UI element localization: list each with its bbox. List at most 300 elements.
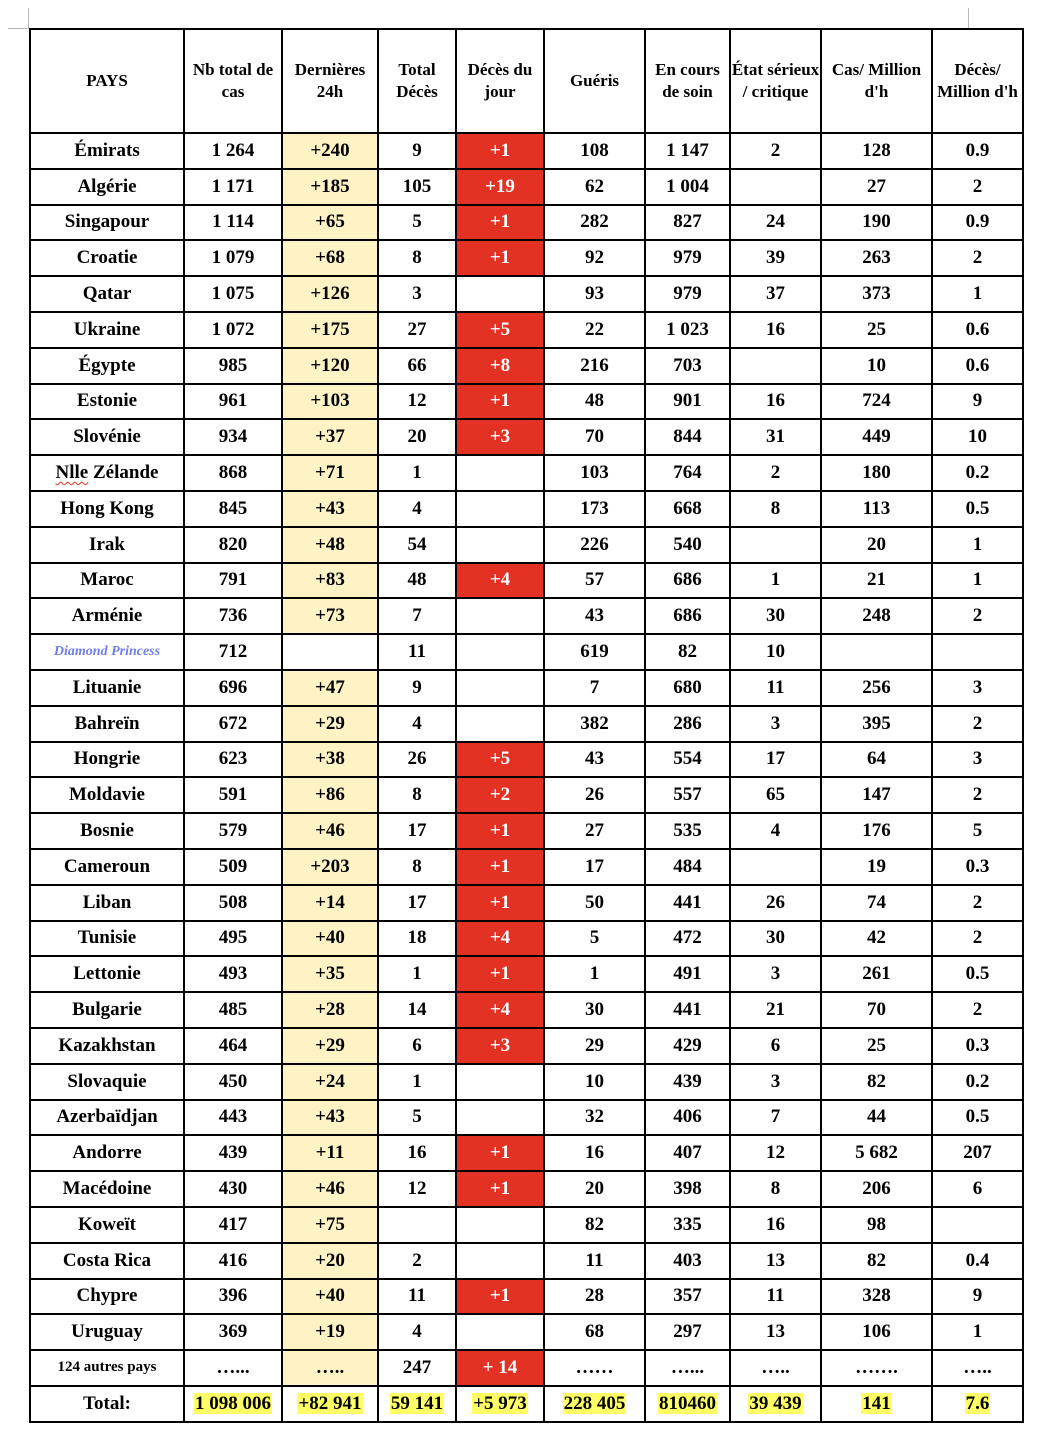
deaths-per-million-cell: 2 [932,240,1023,276]
deaths-per-million-cell: 9 [932,384,1023,420]
cases-per-million-cell: 263 [821,240,932,276]
country-cell: Costa Rica [30,1243,184,1279]
total-cases-cell: 417 [184,1207,282,1243]
total-cases-cell: 712 [184,634,282,670]
last-24h-cell: +71 [282,455,378,491]
total-deaths-cell: 17 [378,813,456,849]
last-24h-cell: +20 [282,1243,378,1279]
deaths-today-cell [456,1314,544,1350]
last-24h-cell: +47 [282,670,378,706]
total-deaths-cell: 4 [378,491,456,527]
total-cases-cell: 1 171 [184,169,282,205]
critical-cell: 17 [730,742,821,778]
last-24h-cell: +65 [282,205,378,241]
last-24h-cell: +203 [282,849,378,885]
cases-per-million-cell: 10 [821,348,932,384]
cases-per-million-cell: 98 [821,1207,932,1243]
total-deaths-cell: 8 [378,240,456,276]
active-cell: 979 [645,276,730,312]
total-deaths-cell: 20 [378,419,456,455]
total-cases-cell: 1 114 [184,205,282,241]
country-cell: Lituanie [30,670,184,706]
deaths-per-million-cell: 2 [932,885,1023,921]
cases-per-million-cell: 190 [821,205,932,241]
table-row [30,1171,1023,1207]
country-cell: Qatar [30,276,184,312]
total-cases-cell: 934 [184,419,282,455]
total-deaths-per-million-cell [932,1386,1023,1422]
table-row [30,1100,1023,1136]
total-deaths-cell: 4 [378,706,456,742]
total-deaths-cell: 2 [378,1243,456,1279]
total-cases-cell: 430 [184,1171,282,1207]
crop-mark-right-v [968,8,969,28]
total-total-cases-cell [184,1386,282,1422]
last-24h-cell: +73 [282,598,378,634]
recovered-cell: 216 [544,348,645,384]
deaths-per-million-cell: 0.2 [932,1064,1023,1100]
critical-cell: 13 [730,1314,821,1350]
last-24h-cell: ….. [282,1350,378,1386]
table-row [30,1279,1023,1315]
deaths-per-million-cell: 3 [932,670,1023,706]
total-value-highlight: 59 141 [390,1392,444,1414]
recovered-cell: 62 [544,169,645,205]
recovered-cell: 7 [544,670,645,706]
total-recovered-cell [544,1386,645,1422]
active-cell: 554 [645,742,730,778]
table-row [30,491,1023,527]
deaths-today-cell [456,634,544,670]
last-24h-cell: +43 [282,1100,378,1136]
active-cell: 901 [645,384,730,420]
last-24h-cell: +68 [282,240,378,276]
deaths-today-cell: +1 [456,240,544,276]
last-24h-cell: +28 [282,992,378,1028]
total-cases-cell: 820 [184,527,282,563]
critical-cell: 30 [730,921,821,957]
total-value-highlight: +82 941 [298,1392,362,1414]
cases-per-million-cell: 113 [821,491,932,527]
table-row [30,1135,1023,1171]
total-deaths-cell: 6 [378,1028,456,1064]
total-value-highlight: +5 973 [473,1392,527,1414]
deaths-today-cell [456,276,544,312]
deaths-today-cell: +4 [456,563,544,599]
active-cell: 82 [645,634,730,670]
deaths-today-cell: +1 [456,813,544,849]
recovered-cell: 32 [544,1100,645,1136]
deaths-per-million-cell: 0.5 [932,1100,1023,1136]
cases-per-million-cell: 724 [821,384,932,420]
total-deaths-today-cell [456,1386,544,1422]
total-deaths-cell: 4 [378,1314,456,1350]
total-value-highlight: 228 405 [563,1392,626,1414]
country-cell: Slovaquie [30,1064,184,1100]
deaths-per-million-cell: 2 [932,992,1023,1028]
deaths-today-cell: +1 [456,849,544,885]
country-cell: Hong Kong [30,491,184,527]
total-deaths-cell: 7 [378,598,456,634]
table-row [30,885,1023,921]
active-cell: 535 [645,813,730,849]
total-cases-cell: 736 [184,598,282,634]
active-cell: 827 [645,205,730,241]
deaths-today-cell: +1 [456,1171,544,1207]
deaths-today-cell: +1 [456,1135,544,1171]
country-cell: Bosnie [30,813,184,849]
table-row [30,169,1023,205]
deaths-per-million-cell: 0.4 [932,1243,1023,1279]
active-cell: 680 [645,670,730,706]
recovered-cell: 48 [544,384,645,420]
cases-per-million-cell: 147 [821,777,932,813]
critical-cell: 31 [730,419,821,455]
recovered-cell: 82 [544,1207,645,1243]
total-deaths-cell: 48 [378,563,456,599]
recovered-cell: 108 [544,133,645,169]
last-24h-cell: +35 [282,956,378,992]
critical-cell: 12 [730,1135,821,1171]
table-row [30,1314,1023,1350]
table-row [30,563,1023,599]
total-deaths-cell: 11 [378,1279,456,1315]
active-cell: 441 [645,885,730,921]
last-24h-cell: +29 [282,1028,378,1064]
table-row [30,312,1023,348]
deaths-today-cell: +19 [456,169,544,205]
total-value-highlight: 7.6 [965,1392,990,1414]
total-cases-cell: 696 [184,670,282,706]
critical-cell: 1 [730,563,821,599]
deaths-per-million-cell [932,634,1023,670]
deaths-per-million-cell: 1 [932,563,1023,599]
crop-mark-left-v [28,8,29,28]
total-deaths-cell: 11 [378,634,456,670]
total-cases-cell: 672 [184,706,282,742]
total-deaths-cell: 18 [378,921,456,957]
total-value-highlight: 810460 [659,1392,716,1414]
country-cell: Cameroun [30,849,184,885]
recovered-cell: 282 [544,205,645,241]
country-cell: Andorre [30,1135,184,1171]
header-critical: État sérieux / critique [730,29,821,133]
country-cell: Irak [30,527,184,563]
header-pays: PAYS [30,29,184,133]
active-cell: 1 023 [645,312,730,348]
deaths-today-cell: + 14 [456,1350,544,1386]
table-row [30,813,1023,849]
critical-cell: 8 [730,491,821,527]
country-cell: 124 autres pays [30,1350,184,1386]
last-24h-cell: +86 [282,777,378,813]
last-24h-cell: +103 [282,384,378,420]
table-row [30,527,1023,563]
cases-per-million-cell: 449 [821,419,932,455]
country-cell: Uruguay [30,1314,184,1350]
country-cell: Kazakhstan [30,1028,184,1064]
country-cell: Chypre [30,1279,184,1315]
table-row [30,992,1023,1028]
country-cell: Estonie [30,384,184,420]
total-cases-cell: 791 [184,563,282,599]
critical-cell: 2 [730,133,821,169]
last-24h-cell: +14 [282,885,378,921]
total-cases-cell: 1 075 [184,276,282,312]
deaths-today-cell [456,1100,544,1136]
total-value-highlight: 141 [862,1392,891,1414]
critical-cell: 21 [730,992,821,1028]
cases-per-million-cell: 373 [821,276,932,312]
country-cell: Koweït [30,1207,184,1243]
table-row [30,777,1023,813]
critical-cell: 16 [730,384,821,420]
total-deaths-cell: 247 [378,1350,456,1386]
critical-cell: 11 [730,1279,821,1315]
deaths-today-cell: +3 [456,419,544,455]
critical-cell: 37 [730,276,821,312]
last-24h-cell: +75 [282,1207,378,1243]
recovered-cell: 70 [544,419,645,455]
critical-cell: 11 [730,670,821,706]
active-cell: 441 [645,992,730,1028]
deaths-today-cell: +3 [456,1028,544,1064]
total-cases-cell: 495 [184,921,282,957]
country-cell: Moldavie [30,777,184,813]
deaths-today-cell: +1 [456,384,544,420]
table-body [30,133,1023,1386]
last-24h-cell: +37 [282,419,378,455]
total-deaths-cell: 105 [378,169,456,205]
deaths-today-cell [456,670,544,706]
active-cell: 403 [645,1243,730,1279]
critical-cell: 6 [730,1028,821,1064]
active-cell: 398 [645,1171,730,1207]
critical-cell: 4 [730,813,821,849]
last-24h-cell: +240 [282,133,378,169]
deaths-per-million-cell: 2 [932,777,1023,813]
total-value-highlight: 39 439 [749,1392,802,1414]
total-deaths-cell: 1 [378,956,456,992]
last-24h-cell: +11 [282,1135,378,1171]
header-deaths-per-million: Décès/ Million d'h [932,29,1023,133]
total-deaths-cell: 8 [378,777,456,813]
total-label: Total: [30,1386,184,1422]
active-cell: 668 [645,491,730,527]
country-cell: Macédoine [30,1171,184,1207]
critical-cell: 26 [730,885,821,921]
active-cell: 1 004 [645,169,730,205]
country-cell: Bulgarie [30,992,184,1028]
cases-per-million-cell [821,634,932,670]
header-last-24h: Dernières 24h [282,29,378,133]
total-critical-cell [730,1386,821,1422]
header-total-deaths: Total Décès [378,29,456,133]
deaths-per-million-cell: 5 [932,813,1023,849]
header-active: En cours de soin [645,29,730,133]
active-cell: 439 [645,1064,730,1100]
active-cell: 357 [645,1279,730,1315]
total-deaths-cell [378,1207,456,1243]
critical-cell: 65 [730,777,821,813]
total-cases-cell: 464 [184,1028,282,1064]
total-deaths-cell: 9 [378,670,456,706]
critical-cell: 3 [730,956,821,992]
table-row [30,670,1023,706]
total-active-cell [645,1386,730,1422]
critical-cell: 13 [730,1243,821,1279]
table-row [30,1243,1023,1279]
last-24h-cell: +43 [282,491,378,527]
deaths-today-cell [456,527,544,563]
deaths-per-million-cell: 10 [932,419,1023,455]
active-cell: 844 [645,419,730,455]
active-cell: 686 [645,598,730,634]
deaths-today-cell: +5 [456,742,544,778]
active-cell: 979 [645,240,730,276]
last-24h-cell: +29 [282,706,378,742]
deaths-per-million-cell: 2 [932,598,1023,634]
deaths-today-cell: +1 [456,205,544,241]
cases-per-million-cell: 42 [821,921,932,957]
deaths-today-cell [456,1207,544,1243]
last-24h-cell: +48 [282,527,378,563]
table-row [30,849,1023,885]
country-cell: Lettonie [30,956,184,992]
critical-cell: 3 [730,1064,821,1100]
active-cell: 429 [645,1028,730,1064]
table-row [30,742,1023,778]
total-deaths-cell: 26 [378,742,456,778]
deaths-today-cell [456,455,544,491]
country-cell: Hongrie [30,742,184,778]
total-cases-cell: 443 [184,1100,282,1136]
last-24h-cell: +175 [282,312,378,348]
active-cell: 472 [645,921,730,957]
cases-per-million-cell: 82 [821,1243,932,1279]
cases-per-million-cell: 25 [821,312,932,348]
country-cell: Maroc [30,563,184,599]
total-deaths-cell: 5 [378,205,456,241]
critical-cell: 8 [730,1171,821,1207]
cases-per-million-cell: 128 [821,133,932,169]
deaths-today-cell: +8 [456,348,544,384]
active-cell: 484 [645,849,730,885]
total-cases-cell: 868 [184,455,282,491]
total-deaths-cell: 12 [378,384,456,420]
recovered-cell: 103 [544,455,645,491]
deaths-per-million-cell: 0.9 [932,205,1023,241]
last-24h-cell: +40 [282,921,378,957]
total-last-24h-cell [282,1386,378,1422]
country-cell: Liban [30,885,184,921]
table-row [30,1350,1023,1386]
total-deaths-cell: 8 [378,849,456,885]
country-cell: Algérie [30,169,184,205]
deaths-today-cell: +1 [456,1279,544,1315]
country-cell: Arménie [30,598,184,634]
recovered-cell: 43 [544,742,645,778]
active-cell: 540 [645,527,730,563]
total-cases-cell: 369 [184,1314,282,1350]
cases-per-million-cell: ……. [821,1350,932,1386]
recovered-cell: 93 [544,276,645,312]
table-row [30,455,1023,491]
cases-per-million-cell: 180 [821,455,932,491]
critical-cell: 3 [730,706,821,742]
recovered-cell: 92 [544,240,645,276]
cases-per-million-cell: 27 [821,169,932,205]
table-row [30,956,1023,992]
critical-cell: 10 [730,634,821,670]
last-24h-cell: +185 [282,169,378,205]
table-row [30,240,1023,276]
cases-per-million-cell: 5 682 [821,1135,932,1171]
last-24h-cell: +19 [282,1314,378,1350]
recovered-cell: 22 [544,312,645,348]
table-row [30,1064,1023,1100]
last-24h-cell: +83 [282,563,378,599]
deaths-per-million-cell: 0.5 [932,956,1023,992]
cases-per-million-cell: 395 [821,706,932,742]
recovered-cell: 57 [544,563,645,599]
total-deaths-cell: 1 [378,455,456,491]
deaths-per-million-cell: 1 [932,527,1023,563]
deaths-per-million-cell: 0.3 [932,849,1023,885]
active-cell: 764 [645,455,730,491]
total-deaths-cell: 5 [378,1100,456,1136]
deaths-today-cell [456,706,544,742]
covid-country-table [29,28,1024,1423]
deaths-per-million-cell: 2 [932,921,1023,957]
recovered-cell: 50 [544,885,645,921]
active-cell: 1 147 [645,133,730,169]
country-cell: Ukraine [30,312,184,348]
header-cases-per-million: Cas/ Million d'h [821,29,932,133]
critical-cell: 16 [730,1207,821,1243]
deaths-per-million-cell: 9 [932,1279,1023,1315]
active-cell: 286 [645,706,730,742]
cases-per-million-cell: 21 [821,563,932,599]
active-cell: 557 [645,777,730,813]
cases-per-million-cell: 64 [821,742,932,778]
country-cell: Slovénie [30,419,184,455]
deaths-per-million-cell: 0.3 [932,1028,1023,1064]
active-cell: 703 [645,348,730,384]
active-cell: 297 [645,1314,730,1350]
country-cell: Émirats [30,133,184,169]
header-deaths-today: Décès du jour [456,29,544,133]
country-cell: Singapour [30,205,184,241]
cases-per-million-cell: 328 [821,1279,932,1315]
active-cell: 407 [645,1135,730,1171]
critical-cell: 16 [730,312,821,348]
cases-per-million-cell: 106 [821,1314,932,1350]
recovered-cell: 68 [544,1314,645,1350]
country-cell: Égypte [30,348,184,384]
recovered-cell: 11 [544,1243,645,1279]
recovered-cell: 30 [544,992,645,1028]
deaths-today-cell: +1 [456,133,544,169]
deaths-per-million-cell: 6 [932,1171,1023,1207]
total-cases-cell: 961 [184,384,282,420]
deaths-per-million-cell: 0.6 [932,348,1023,384]
total-row [30,1386,1023,1422]
table-row [30,1028,1023,1064]
last-24h-cell: +40 [282,1279,378,1315]
cases-per-million-cell: 70 [821,992,932,1028]
crop-mark-left-h [8,28,29,29]
